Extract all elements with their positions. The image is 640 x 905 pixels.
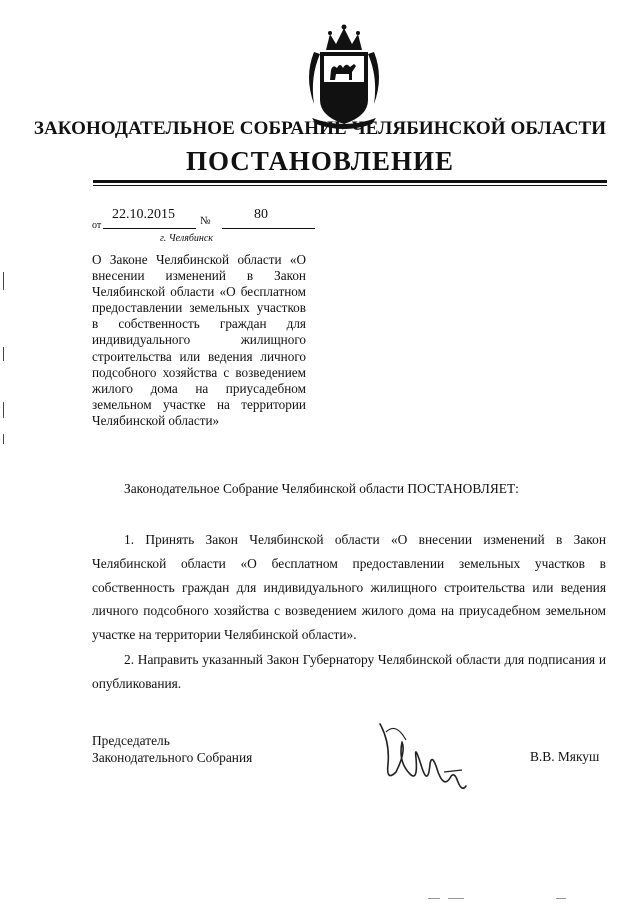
header-divider [93,180,607,183]
signatory-name: В.В. Мякуш [530,749,600,764]
signatory-role-line2: Законодательного Собрания [92,750,253,765]
decree-item-1-text: 1. Принять Закон Челябинской области «О внесении изменений в Закон Челябинской области «О бесплатном предоставлении земельных участков в собственность граждан для индивидуального жилищного строительства или ведения личного подсобного хозяйства с возведением жилого дома на приусадебном земельном участке на территории Челябинской области». [92,532,606,643]
signatory-role-line1: Председатель [92,733,170,748]
decree-item-2-text: 2. Направить указанный Закон Губернатору Челябинской области для подписания и опубликования. [92,652,606,691]
signatory-role [92,732,252,766]
document-subject: О Законе Челябинской области «О внесении изменений в Закон Челябинской области «О бесплатном предоставлении земельных участков в собственность граждан для индивидуального жилищного строительства или ведения личного подсобного хозяйства с возведением жилого дома на приусадебном земельном участке на территории Челябинской области» [92,252,306,428]
handwritten-signature-icon [366,712,476,804]
number-underline [222,228,315,229]
binding-marks [3,252,7,452]
header-divider-thin [93,185,607,186]
document-date: 22.10.2015 [112,207,175,222]
decree-item-1 [92,528,606,647]
footer-mark [448,898,464,899]
decree-statement: Законодательное Собрание Челябинской области ПОСТАНОВЛЯЕТ: [124,481,519,496]
footer-mark [556,898,566,899]
document-city: г. Челябинск [160,233,213,244]
number-prefix: № [200,215,211,227]
coat-of-arms-icon [300,22,388,132]
organization-title: ЗАКОНОДАТЕЛЬНОЕ СОБРАНИЕ ЧЕЛЯБИНСКОЙ ОБЛАСТИ [33,118,607,139]
decree-item-2 [92,648,606,696]
date-prefix: от [92,220,102,231]
document-number: 80 [254,207,268,222]
footer-mark [428,898,440,899]
date-underline [103,228,196,229]
document-type-title: ПОСТАНОВЛЕНИЕ [185,146,455,176]
